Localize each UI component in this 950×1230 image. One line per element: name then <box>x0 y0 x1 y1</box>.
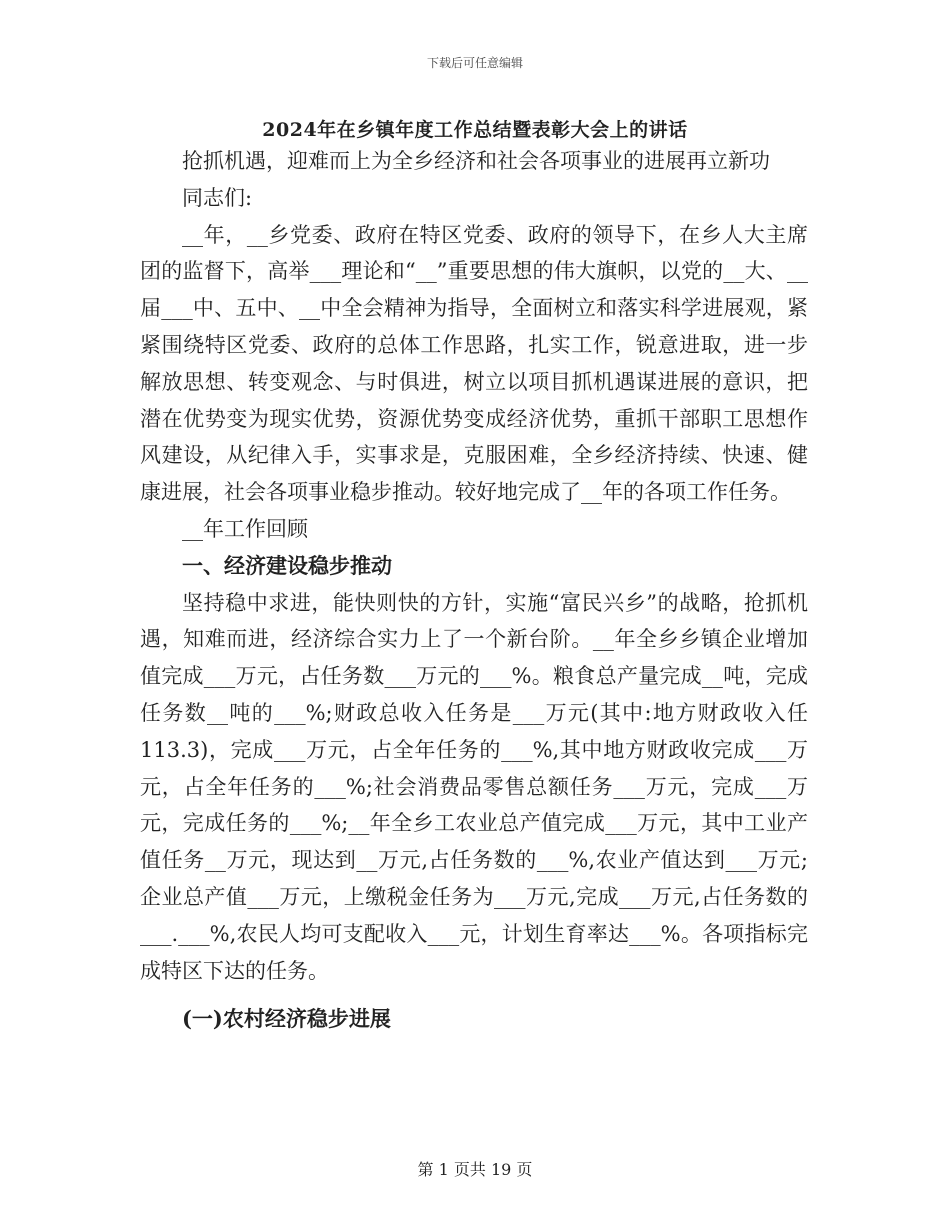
page-header-note: 下载后可任意编辑 <box>426 56 523 70</box>
review-label: __年工作回顾 <box>182 516 308 541</box>
document-subtitle: 抢抓机遇，迎难而上为全乡经济和社会各项事业的进展再立新功 <box>182 149 770 173</box>
section-heading-economy: 一、经济建设稳步推动 <box>182 552 392 578</box>
economy-paragraph: 坚持稳中求进，能快则快的方针，实施“富民兴乡”的战略，抢抓机遇，知难而进，经济综合实力上了一个新台阶。__年全乡乡镇企业增加值完成___万元，占任务数___万元的___%。粮食总产量完成__吨，完成任务数__吨的___%;财政总收入任务是___万元(其中:地方财政收入任113.3)，完成___万元，占全年任务的___%,其中地方财政收完成___万元，占全年任务的___%;社会消费品零售总额任务___万元，完成___万元，完成任务的___%;__年全乡工农业总产值完成___万元，其中工业产值任务__万元，现达到__万元,占任务数的___%,农业产值达到___万元;企业总产值___万元，上缴税金任务为___万元,完成___万元,占任务数的___.___%,农民人均可支配收入___元，计划生育率达___%。各项指标完成特区下达的任务。 <box>140 590 808 983</box>
salutation: 同志们: <box>182 185 253 210</box>
intro-paragraph: __年，__乡党委、政府在特区党委、政府的领导下，在乡人大主席团的监督下，高举___理论和“__”重要思想的伟大旗帜，以党的__大、__届___中、五中、__中全会精神为指导，全面树立和落实科学进展观，紧紧围绕特区党委、政府的总体工作思路，扎实工作，锐意进取，进一步解放思想、转变观念、与时俱进，树立以项目抓机遇谋进展的意识，把潜在优势变为现实优势，资源优势变成经济优势，重抓干部职工思想作风建设，从纪律入手，实事求是，克服困难，全乡经济持续、快速、健康进展，社会各项事业稳步推动。较好地完成了__年的各项工作任务。 <box>140 222 808 505</box>
subsection-heading-rural-economy: (一)农村经济稳步进展 <box>182 1006 391 1032</box>
document-title: 2024年在乡镇年度工作总结暨表彰大会上的讲话 <box>262 119 688 141</box>
page-number-footer: 第 1 页共 19 页 <box>417 1160 533 1179</box>
document-body <box>140 143 808 1038</box>
